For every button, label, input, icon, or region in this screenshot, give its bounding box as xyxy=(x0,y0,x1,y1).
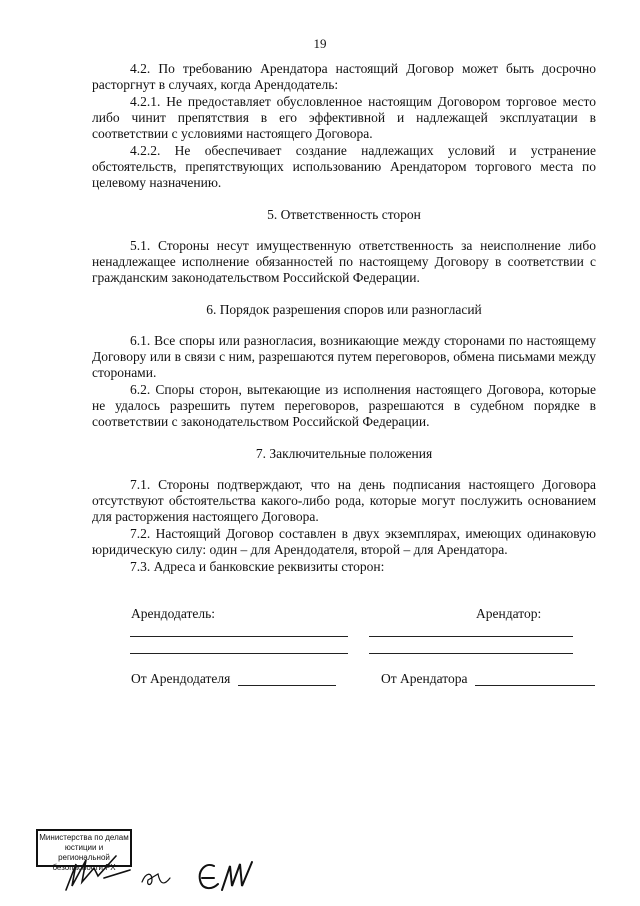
paragraph-4-2-1: 4.2.1. Не предоставляет обусловленное настоящим Договором торговое место либо чинит препятствия в его эффективной и надлежащей эксплуатации в соответствии с условиями настоящего Договора. xyxy=(92,94,596,141)
tenant-line-1 xyxy=(369,636,573,637)
from-landlord-label: От Арендодателя xyxy=(131,671,231,686)
section-6-heading: 6. Порядок разрешения споров или разногласий xyxy=(206,302,482,317)
from-tenant-label: От Арендатора xyxy=(381,671,468,686)
tenant-line-2 xyxy=(369,653,573,654)
paragraph-4-2: 4.2. По требованию Арендатора настоящий Договор может быть досрочно расторгнут в случаях, когда Арендодатель: xyxy=(92,61,596,92)
tenant-signature-line xyxy=(475,685,595,686)
section-5-heading: 5. Ответственность сторон xyxy=(267,207,421,222)
landlord-signature-line xyxy=(238,685,336,686)
landlord-line-2 xyxy=(130,653,348,654)
stamp-line-1: Министерства по делам xyxy=(39,833,129,842)
landlord-label: Арендодатель: xyxy=(131,606,215,621)
paragraph-5-1: 5.1. Стороны несут имущественную ответственность за неисполнение либо ненадлежащее исполнение обязанностей по настоящему Договору в соответствии с гражданским законодательством Российской Федерации. xyxy=(92,238,596,285)
section-6-text xyxy=(92,333,596,430)
paragraph-6-2: 6.2. Споры сторон, вытекающие из исполнения настоящего Договора, которые не удалось разрешить путем переговоров, разрешаются в судебном порядке в соответствии с законодательством Российской Федерации. xyxy=(92,382,596,429)
section-4-text xyxy=(92,61,596,191)
paragraph-4-2-2: 4.2.2. Не обеспечивает создание надлежащих условий и устранение обстоятельств, препятствующих использованию Арендатором торгового места по целевому назначению. xyxy=(92,143,596,190)
section-7-text xyxy=(92,477,596,575)
landlord-line-1 xyxy=(130,636,348,637)
section-5-text xyxy=(92,238,596,286)
handwritten-signature-2 xyxy=(192,856,264,898)
tenant-label: Арендатор: xyxy=(476,606,542,621)
paragraph-7-1: 7.1. Стороны подтверждают, что на день подписания настоящего Договора отсутствуют обстоятельства какого-либо рода, которые могут послужить основанием для расторжения настоящего Договора. xyxy=(92,477,596,524)
paragraph-6-1: 6.1. Все споры или разногласия, возникающие между сторонами по настоящему Договору или в связи с ним, разрешаются путем переговоров, обмена письмами между сторонами. xyxy=(92,333,596,380)
paragraph-7-2: 7.2. Настоящий Договор составлен в двух экземплярах, имеющих одинаковую юридическую силу: один – для Арендодателя, второй – для Арендатора. xyxy=(92,526,596,557)
page-number: 19 xyxy=(313,36,327,51)
handwritten-initials xyxy=(138,866,174,892)
stamp-line-2: юстиции и региональной xyxy=(58,843,110,862)
paragraph-7-3: 7.3. Адреса и банковские реквизиты сторон: xyxy=(130,559,385,574)
handwritten-signature-1 xyxy=(60,846,135,894)
stamp-line-3: безопасности РХ xyxy=(52,863,116,872)
section-7-heading: 7. Заключительные положения xyxy=(255,446,433,461)
